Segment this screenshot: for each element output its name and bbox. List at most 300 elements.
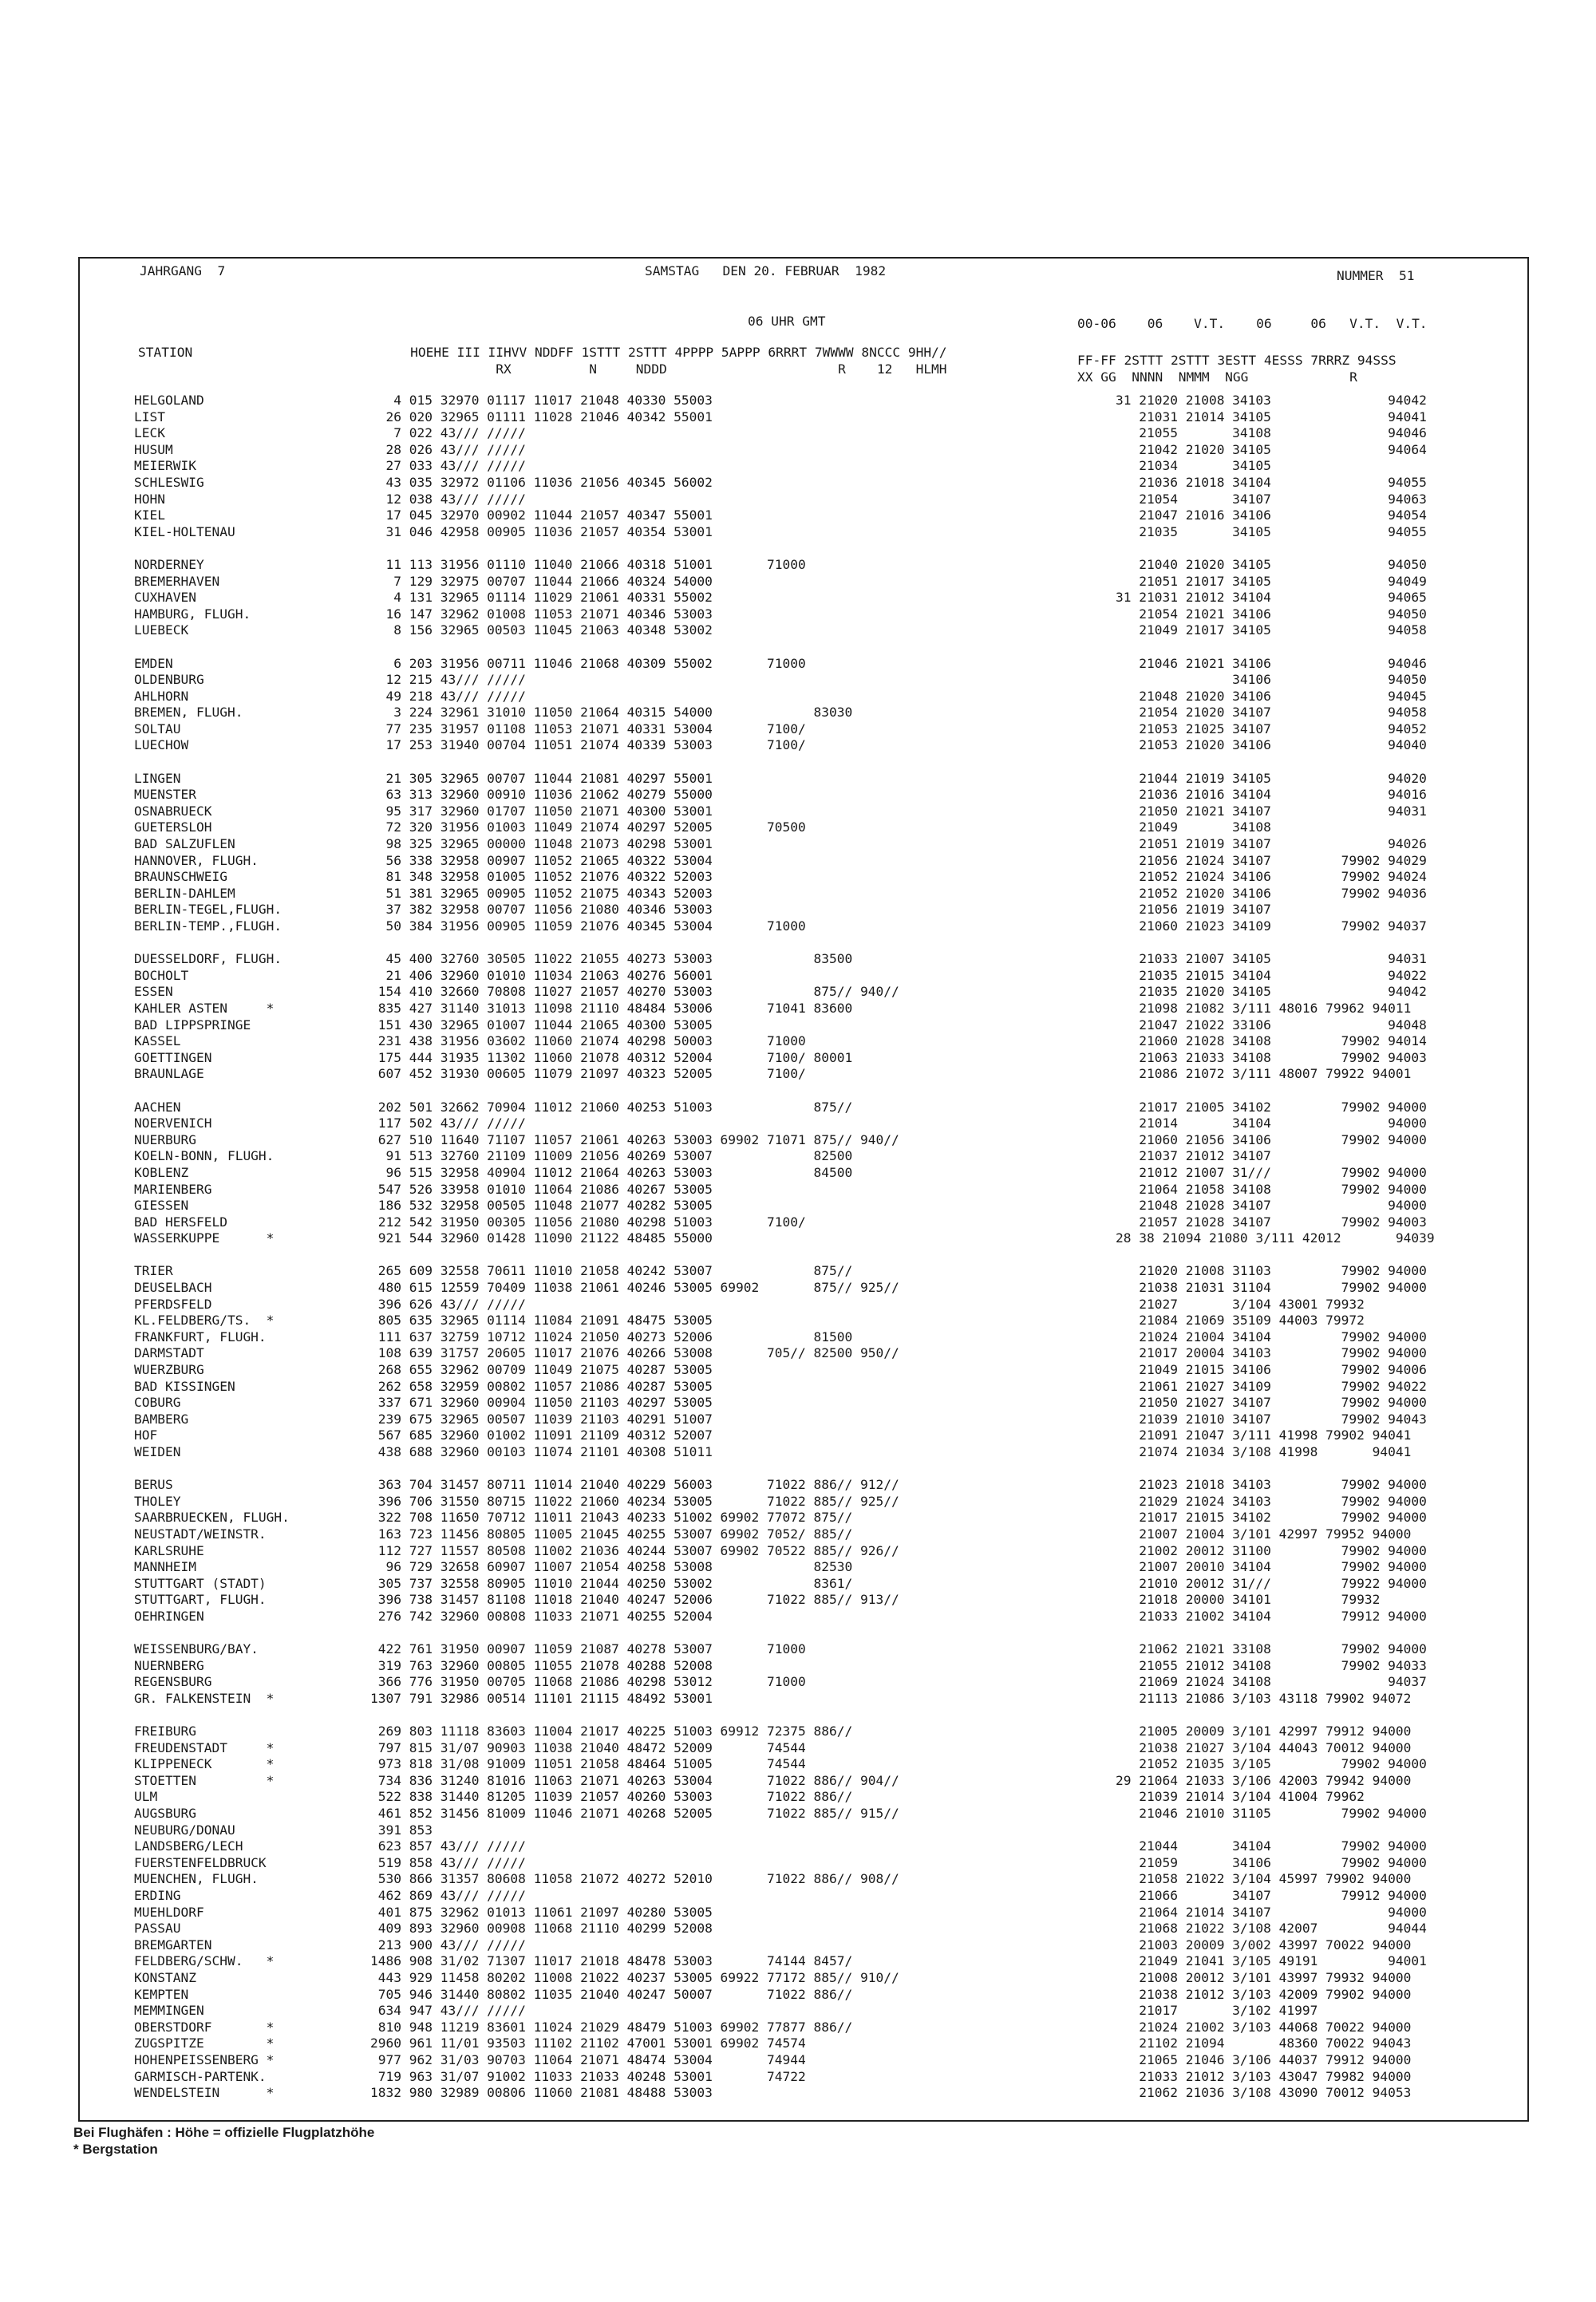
extreme-values: 21048 21028 34107 94000 xyxy=(1116,1198,1427,1214)
station-name: ZUGSPITZE * xyxy=(134,2035,275,2051)
extreme-values: 21051 21017 34105 94049 xyxy=(1116,573,1427,589)
extreme-values: 21017 20004 34103 79902 94000 xyxy=(1116,1345,1427,1361)
group-spacer xyxy=(134,1247,290,1264)
extreme-values: 21039 21014 3/104 41004 79962 xyxy=(1116,1789,1365,1805)
station-name: MUENSTER xyxy=(134,787,196,803)
observation-values: 16 147 32962 01008 11053 21071 40346 53003 xyxy=(370,606,713,622)
station-name: ESSEN xyxy=(134,984,173,1000)
observation-values: 634 947 43/// ///// xyxy=(370,2003,526,2019)
extreme-values: 21091 21047 3/111 41998 79902 94041 xyxy=(1116,1427,1412,1443)
observation-values: 27 033 43/// ///// xyxy=(370,458,526,474)
extreme-values: 21034 34105 xyxy=(1116,458,1271,474)
extreme-values: 21039 21010 34107 79902 94043 xyxy=(1116,1411,1427,1427)
observation-values: 810 948 11219 83601 11024 21029 48479 51003 69902 77877 886// xyxy=(370,2019,853,2035)
jahrgang-label: JAHRGANG 7 xyxy=(140,263,226,278)
extreme-values: 21074 21034 3/108 41998 94041 xyxy=(1116,1444,1412,1459)
station-name: SAARBRUECKEN, FLUGH. xyxy=(134,1510,290,1526)
extreme-values: 21003 20009 3/002 43997 70022 94000 xyxy=(1116,1937,1412,1953)
station-name: MUENCHEN, FLUGH. xyxy=(134,1871,259,1887)
extreme-values: 21049 21015 34106 79902 94006 xyxy=(1116,1362,1427,1378)
observation-values: 45 400 32760 30505 11022 21055 40273 53003 83500 xyxy=(370,951,853,967)
footnote-airport-height: Bei Flughäfen : Höhe = offizielle Flugplatzhöhe xyxy=(73,2125,375,2140)
station-name: FELDBERG/SCHW. * xyxy=(134,1953,275,1969)
station-name: WASSERKUPPE * xyxy=(134,1230,275,1246)
station-name: STOETTEN * xyxy=(134,1772,275,1788)
observation-values: 268 655 32962 00709 11049 21075 40287 53005 xyxy=(370,1362,713,1378)
observation-values: 50 384 31956 00905 11059 21076 40345 53004 71000 xyxy=(370,918,806,934)
observation-values: 337 671 32960 00904 11050 21103 40297 53005 xyxy=(370,1395,713,1411)
observation-values: 835 427 31140 31013 11098 21110 48484 53006 71041 83600 xyxy=(370,1000,853,1016)
station-name: BREMGARTEN xyxy=(134,1937,212,1953)
station-name: WUERZBURG xyxy=(134,1362,204,1378)
station-name: TRIER xyxy=(134,1263,173,1279)
station-name: NUERBURG xyxy=(134,1131,196,1147)
extreme-values: 21064 21058 34108 79902 94000 xyxy=(1116,1181,1427,1197)
extreme-values: 21055 21012 34108 79902 94033 xyxy=(1116,1657,1427,1673)
station-name: MUEHLDORF xyxy=(134,1904,204,1920)
station-name: NOERVENICH xyxy=(134,1115,212,1131)
gmt-label: 06 UHR GMT xyxy=(748,314,826,329)
station-name: BERLIN-TEMP.,FLUGH. xyxy=(134,918,282,934)
station-name: BRAUNLAGE xyxy=(134,1066,204,1082)
group-spacer xyxy=(370,540,899,557)
observation-values: 6 203 31956 00711 11046 21068 40309 55002 71000 xyxy=(370,655,806,671)
station-name: HOF xyxy=(134,1427,158,1443)
extreme-values: 31 21020 21008 34103 94042 xyxy=(1116,393,1427,408)
observation-values: 213 900 43/// ///// xyxy=(370,1937,526,1953)
station-name: KOBLENZ xyxy=(134,1164,189,1180)
extreme-values: 21024 21004 34104 79902 94000 xyxy=(1116,1329,1427,1344)
observation-values: 151 430 32965 01007 11044 21065 40300 53005 xyxy=(370,1017,713,1033)
extreme-values: 21102 21094 48360 70022 94043 xyxy=(1116,2035,1412,2051)
observation-values: 462 869 43/// ///// xyxy=(370,1888,526,1904)
group-spacer xyxy=(1116,935,1435,952)
extreme-values: 21024 21002 3/103 44068 70022 94000 xyxy=(1116,2019,1412,2035)
station-name: BAMBERG xyxy=(134,1411,189,1427)
extreme-values: 21037 21012 34107 xyxy=(1116,1148,1271,1164)
observation-values: 391 853 xyxy=(370,1822,433,1838)
observation-values: 973 818 31/08 91009 11051 21058 48464 51005 74544 xyxy=(370,1756,806,1772)
observation-values: 117 502 43/// ///// xyxy=(370,1115,526,1131)
group-spacer xyxy=(134,935,290,952)
extreme-values: 21068 21022 3/108 42007 94044 xyxy=(1116,1921,1427,1937)
observation-values: 17 253 31940 00704 11051 21074 40339 53003 7100/ xyxy=(370,737,806,753)
observation-values: 977 962 31/03 90703 11064 21071 48474 53004 74944 xyxy=(370,2051,806,2067)
station-name: KOELN-BONN, FLUGH. xyxy=(134,1148,275,1164)
station-name: OEHRINGEN xyxy=(134,1608,204,1624)
station-name: BRAUNSCHWEIG xyxy=(134,869,227,885)
left-column-subheader: RX N NDDD R 12 HLMH xyxy=(138,361,947,377)
extreme-values: 21007 20010 34104 79902 94000 xyxy=(1116,1559,1427,1575)
group-spacer xyxy=(370,1625,899,1642)
extreme-values: 21053 21020 34106 94040 xyxy=(1116,737,1427,753)
extreme-values: 21084 21069 35109 44003 79972 xyxy=(1116,1313,1365,1329)
station-name: KEMPTEN xyxy=(134,1986,189,2002)
observation-values: 77 235 31957 01108 11053 21071 40331 53004 7100/ xyxy=(370,721,806,736)
extreme-values: 21008 20012 3/101 43997 79932 94000 xyxy=(1116,1970,1412,1985)
group-spacer xyxy=(370,639,899,656)
extreme-values: 21086 21072 3/111 48007 79922 94001 xyxy=(1116,1066,1412,1082)
observation-values: 262 658 32959 00802 11057 21086 40287 53005 xyxy=(370,1378,713,1394)
observation-values: 607 452 31930 00605 11079 21097 40323 52005 7100/ xyxy=(370,1066,806,1082)
extreme-values: 21046 21010 31105 79902 94000 xyxy=(1116,1806,1427,1822)
footnotes xyxy=(73,2124,374,2158)
extreme-values: 21060 21023 34109 79902 94037 xyxy=(1116,918,1427,934)
station-name: GUETERSLOH xyxy=(134,819,212,835)
observation-values: 163 723 11456 80805 11005 21045 40255 53007 69902 7052/ 885// xyxy=(370,1526,853,1542)
extreme-values: 34106 94050 xyxy=(1116,672,1427,688)
extreme-values: 21059 34106 79902 94000 xyxy=(1116,1854,1427,1870)
extreme-values: 21062 21021 33108 79902 94000 xyxy=(1116,1641,1427,1657)
extreme-values: 31 21031 21012 34104 94065 xyxy=(1116,590,1427,606)
observation-values: 49 218 43/// ///// xyxy=(370,688,526,704)
extreme-values: 21035 21020 34105 94042 xyxy=(1116,984,1427,1000)
extreme-values: 21098 21082 3/111 48016 79962 94011 xyxy=(1116,1000,1412,1016)
extreme-values: 21053 21025 34107 94052 xyxy=(1116,721,1427,736)
extreme-values: 21038 21012 3/103 42009 79902 94000 xyxy=(1116,1986,1412,2002)
station-name: FREIBURG xyxy=(134,1724,196,1739)
observation-values: 1307 791 32986 00514 11101 21115 48492 53001 xyxy=(370,1690,713,1706)
station-name: LUEBECK xyxy=(134,622,189,638)
station-name: BAD KISSINGEN xyxy=(134,1378,235,1394)
observation-values: 522 838 31440 81205 11039 21057 40260 53003 71022 886// xyxy=(370,1789,853,1805)
right-period-header: 00-06 06 V.T. 06 06 V.T. V.T. xyxy=(1077,316,1428,331)
observation-values: 231 438 31956 03602 11060 21074 40298 50003 71000 xyxy=(370,1033,806,1049)
station-name: NORDERNEY xyxy=(134,556,204,572)
station-column xyxy=(134,393,290,2102)
right-column-header: FF-FF 2STTT 2STTT 3ESTT 4ESSS 7RRRZ 94SSS xyxy=(1077,353,1396,368)
observation-values: 11 113 31956 01110 11040 21066 40318 51001 71000 xyxy=(370,556,806,572)
observation-values: 396 738 31457 81108 11018 21040 40247 52006 71022 885// 913// xyxy=(370,1592,899,1608)
station-name: GR. FALKENSTEIN * xyxy=(134,1690,275,1706)
observation-values: 51 381 32965 00905 11052 21075 40343 52003 xyxy=(370,885,713,901)
observation-values: 43 035 32972 01106 11036 21056 40345 56002 xyxy=(370,474,713,490)
station-name: OBERSTDORF * xyxy=(134,2019,275,2035)
observation-values: 627 510 11640 71107 11057 21061 40263 53003 69902 71071 875// 940// xyxy=(370,1131,899,1147)
extreme-values: 21050 21021 34107 94031 xyxy=(1116,803,1427,819)
group-spacer xyxy=(1116,1708,1435,1724)
station-name: KASSEL xyxy=(134,1033,181,1049)
observation-values: 734 836 31240 81016 11063 21071 40263 53004 71022 886// 904// xyxy=(370,1772,899,1788)
station-name: LINGEN xyxy=(134,770,181,786)
group-spacer xyxy=(370,1461,899,1478)
extreme-values: 21063 21033 34108 79902 94003 xyxy=(1116,1049,1427,1065)
station-name: BREMEN, FLUGH. xyxy=(134,705,243,721)
observation-values: 108 639 31757 20605 11017 21076 40266 53008 705// 82500 950// xyxy=(370,1345,899,1361)
group-spacer xyxy=(134,639,290,656)
extreme-values: 21036 21018 34104 94055 xyxy=(1116,474,1427,490)
group-spacer xyxy=(1116,1247,1435,1264)
extreme-values: 21058 21022 3/104 45997 79902 94000 xyxy=(1116,1871,1412,1887)
station-name: KAHLER ASTEN * xyxy=(134,1000,275,1016)
extreme-values: 21029 21024 34103 79902 94000 xyxy=(1116,1493,1427,1509)
station-name: STUTTGART, FLUGH. xyxy=(134,1592,267,1608)
extreme-values: 21007 21004 3/101 42997 79952 94000 xyxy=(1116,1526,1412,1542)
observation-values: 363 704 31457 80711 11014 21040 40229 56003 71022 886// 912// xyxy=(370,1477,899,1493)
extreme-values: 21054 21020 34107 94058 xyxy=(1116,705,1427,721)
station-name: GOETTINGEN xyxy=(134,1049,212,1065)
extreme-values: 21050 21027 34107 79902 94000 xyxy=(1116,1395,1427,1411)
station-name: MEMMINGEN xyxy=(134,2003,204,2019)
extreme-values: 21035 34105 94055 xyxy=(1116,523,1427,539)
footnote-mountain-station: * Bergstation xyxy=(73,2142,158,2157)
extreme-values: 21046 21021 34106 94046 xyxy=(1116,655,1427,671)
extreme-values: 21054 21021 34106 94050 xyxy=(1116,606,1427,622)
observation-values: 186 532 32958 00505 11048 21077 40282 53005 xyxy=(370,1198,713,1214)
station-name: BERUS xyxy=(134,1477,173,1493)
station-name: STUTTGART (STADT) xyxy=(134,1575,267,1591)
extreme-values: 21113 21086 3/103 43118 79902 94072 xyxy=(1116,1690,1412,1706)
station-name: BERLIN-DAHLEM xyxy=(134,885,235,901)
station-name: FRANKFURT, FLUGH. xyxy=(134,1329,267,1344)
observation-values: 56 338 32958 00907 11052 21065 40322 53004 xyxy=(370,852,713,868)
extreme-values: 21012 21007 31/// 79902 94000 xyxy=(1116,1164,1427,1180)
station-name: SCHLESWIG xyxy=(134,474,204,490)
station-name: LANDSBERG/LECH xyxy=(134,1838,243,1854)
extreme-values: 21049 34108 xyxy=(1116,819,1271,835)
extreme-values: 21048 21020 34106 94045 xyxy=(1116,688,1427,704)
group-spacer xyxy=(1116,1083,1435,1100)
extreme-values: 21061 21027 34109 79902 94022 xyxy=(1116,1378,1427,1394)
station-name: EMDEN xyxy=(134,655,173,671)
extreme-values: 21017 21005 34102 79902 94000 xyxy=(1116,1099,1427,1115)
station-name: BAD SALZUFLEN xyxy=(134,836,235,852)
group-spacer xyxy=(1116,754,1435,771)
observation-values: 112 727 11557 80508 11002 21036 40244 53007 69902 70522 885// 926// xyxy=(370,1542,899,1558)
observation-values: 4 131 32965 01114 11029 21061 40331 55002 xyxy=(370,590,713,606)
station-name: HUSUM xyxy=(134,441,173,457)
station-name: WEISSENBURG/BAY. xyxy=(134,1641,259,1657)
group-spacer xyxy=(370,1708,899,1724)
observation-values: 623 857 43/// ///// xyxy=(370,1838,526,1854)
group-spacer xyxy=(370,1083,899,1100)
extreme-values xyxy=(1116,1822,1435,1839)
extreme-values: 21060 21028 34108 79902 94014 xyxy=(1116,1033,1427,1049)
observation-values: 519 858 43/// ///// xyxy=(370,1854,526,1870)
observation-data-column xyxy=(370,393,899,2102)
extreme-values: 21056 21019 34107 xyxy=(1116,902,1271,918)
observation-values: 921 544 32960 01428 11090 21122 48485 55000 xyxy=(370,1230,713,1246)
station-name: MARIENBERG xyxy=(134,1181,212,1197)
station-name: KIEL xyxy=(134,507,165,523)
group-spacer xyxy=(134,540,290,557)
station-name: WENDELSTEIN * xyxy=(134,2085,275,2101)
station-name: KL.FELDBERG/TS. * xyxy=(134,1313,275,1329)
station-name: HOHN xyxy=(134,491,165,507)
station-name: DUESSELDORF, FLUGH. xyxy=(134,951,282,967)
observation-values: 12 215 43/// ///// xyxy=(370,672,526,688)
extreme-values: 21040 21020 34105 94050 xyxy=(1116,556,1427,572)
station-name: ULM xyxy=(134,1789,158,1805)
extreme-values: 21014 34104 94000 xyxy=(1116,1115,1427,1131)
observation-values: 91 513 32760 21109 11009 21056 40269 53007 82500 xyxy=(370,1148,853,1164)
extreme-values: 21049 21041 3/105 49191 94001 xyxy=(1116,1953,1427,1969)
extreme-values: 21017 3/102 41997 xyxy=(1116,2003,1318,2019)
station-name: MANNHEIM xyxy=(134,1559,196,1575)
observation-values: 797 815 31/07 90903 11038 21040 48472 52009 74544 xyxy=(370,1739,806,1755)
observation-values: 7 129 32975 00707 11044 21066 40324 54000 xyxy=(370,573,713,589)
observation-values: 438 688 32960 00103 11074 21101 40308 51011 xyxy=(370,1444,713,1459)
extreme-values: 21052 21024 34106 79902 94024 xyxy=(1116,869,1427,885)
observation-values: 111 637 32759 10712 11024 21050 40273 52006 81500 xyxy=(370,1329,853,1344)
extreme-values: 21033 21012 3/103 43047 79982 94000 xyxy=(1116,2068,1412,2084)
extreme-values: 21052 21020 34106 79902 94036 xyxy=(1116,885,1427,901)
observation-values: 12 038 43/// ///// xyxy=(370,491,526,507)
observation-values: 21 406 32960 01010 11034 21063 40276 56001 xyxy=(370,967,713,983)
group-spacer xyxy=(134,754,290,771)
extreme-values: 21062 21036 3/108 43090 70012 94053 xyxy=(1116,2085,1412,2101)
observation-values: 239 675 32965 00507 11039 21103 40291 51007 xyxy=(370,1411,713,1427)
extreme-values: 21036 21016 34104 94016 xyxy=(1116,787,1427,803)
station-name: AHLHORN xyxy=(134,688,189,704)
observation-values: 322 708 11650 70712 11011 21043 40233 51002 69902 77072 875// xyxy=(370,1510,853,1526)
station-name: HAMBURG, FLUGH. xyxy=(134,606,251,622)
observation-values: 72 320 31956 01003 11049 21074 40297 52005 70500 xyxy=(370,819,806,835)
observation-values: 805 635 32965 01114 11084 21091 48475 53005 xyxy=(370,1313,713,1329)
station-name: BAD HERSFELD xyxy=(134,1214,227,1230)
station-name: FUERSTENFELDBRUCK xyxy=(134,1854,267,1870)
group-spacer xyxy=(134,1083,290,1100)
observation-values: 276 742 32960 00808 11033 21071 40255 52004 xyxy=(370,1608,713,1624)
observation-values: 2960 961 11/01 93503 11102 21102 47001 53001 69902 74574 xyxy=(370,2035,806,2051)
station-name: GIESSEN xyxy=(134,1198,189,1214)
extreme-values: 21044 34104 79902 94000 xyxy=(1116,1838,1427,1854)
station-name: FREUDENSTADT * xyxy=(134,1739,275,1755)
extreme-values: 21055 34108 94046 xyxy=(1116,425,1427,441)
station-name: NEUBURG/DONAU xyxy=(134,1822,235,1838)
station-name: LUECHOW xyxy=(134,737,189,753)
observation-values: 96 729 32658 60907 11007 21054 40258 53008 82530 xyxy=(370,1559,853,1575)
extreme-values: 21064 21014 34107 94000 xyxy=(1116,1904,1427,1920)
observation-values: 96 515 32958 40904 11012 21064 40263 53003 84500 xyxy=(370,1164,853,1180)
observation-values: 401 875 32962 01013 11061 21097 40280 53005 xyxy=(370,1904,713,1920)
extreme-values: 21057 21028 34107 79902 94003 xyxy=(1116,1214,1427,1230)
station-name: NEUSTADT/WEINSTR. xyxy=(134,1526,267,1542)
observation-values: 37 382 32958 00707 11056 21080 40346 53003 xyxy=(370,902,713,918)
observation-values: 719 963 31/07 91002 11033 21033 40248 53001 74722 xyxy=(370,2068,806,2084)
group-spacer xyxy=(370,754,899,771)
extreme-values: 21056 21024 34107 79902 94029 xyxy=(1116,852,1427,868)
observation-values: 98 325 32965 00000 11048 21073 40298 53001 xyxy=(370,836,713,852)
observation-values: 26 020 32965 01111 11028 21046 40342 55001 xyxy=(370,409,713,424)
station-name: BREMERHAVEN xyxy=(134,573,220,589)
station-name: AUGSBURG xyxy=(134,1806,196,1822)
station-name: REGENSBURG xyxy=(134,1674,212,1690)
right-column-subheader: XX GG NNNN NMMM NGG R xyxy=(1077,369,1357,385)
extreme-values: 21027 3/104 43001 79932 xyxy=(1116,1296,1365,1312)
observation-values: 443 929 11458 80202 11008 21022 40237 53005 69922 77172 885// 910// xyxy=(370,1970,899,1985)
station-name: GARMISCH-PARTENK. xyxy=(134,2068,267,2084)
observation-values: 319 763 32960 00805 11055 21078 40288 52008 xyxy=(370,1657,713,1673)
observation-values: 4 015 32970 01117 11017 21048 40330 55003 xyxy=(370,393,713,408)
extreme-values: 21020 21008 31103 79902 94000 xyxy=(1116,1263,1427,1279)
group-spacer xyxy=(134,1625,290,1642)
station-name: KIEL-HOLTENAU xyxy=(134,523,235,539)
group-spacer xyxy=(370,935,899,952)
extreme-values: 21042 21020 34105 94064 xyxy=(1116,441,1427,457)
group-spacer xyxy=(1116,1461,1435,1478)
station-name: CUXHAVEN xyxy=(134,590,196,606)
extreme-values: 21035 21015 34104 94022 xyxy=(1116,967,1427,983)
extreme-values: 21031 21014 34105 94041 xyxy=(1116,409,1427,424)
extreme-values: 21066 34107 79912 94000 xyxy=(1116,1888,1427,1904)
station-name: PASSAU xyxy=(134,1921,181,1937)
extreme-values: 21069 21024 34108 94037 xyxy=(1116,1674,1427,1690)
extreme-values: 21033 21002 34104 79912 94000 xyxy=(1116,1608,1427,1624)
station-name: KONSTANZ xyxy=(134,1970,196,1985)
observation-values: 409 893 32960 00908 11068 21110 40299 52008 xyxy=(370,1921,713,1937)
observation-values: 8 156 32965 00503 11045 21063 40348 53002 xyxy=(370,622,713,638)
station-name: MEIERWIK xyxy=(134,458,196,474)
station-name: HANNOVER, FLUGH. xyxy=(134,852,259,868)
observation-values: 396 706 31550 80715 11022 21060 40234 53005 71022 885// 925// xyxy=(370,1493,899,1509)
station-name: ERDING xyxy=(134,1888,181,1904)
extreme-values: 21051 21019 34107 94026 xyxy=(1116,836,1427,852)
observation-values: 396 626 43/// ///// xyxy=(370,1296,526,1312)
observation-values: 63 313 32960 00910 11036 21062 40279 55000 xyxy=(370,787,713,803)
issue-number: NUMMER 51 xyxy=(1337,268,1415,283)
station-name: NUERNBERG xyxy=(134,1657,204,1673)
extreme-values: 21038 21031 31104 79902 94000 xyxy=(1116,1280,1427,1296)
observation-values: 422 761 31950 00907 11059 21087 40278 53007 71000 xyxy=(370,1641,806,1657)
extreme-values: 28 38 21094 21080 3/111 42012 94039 xyxy=(1116,1230,1435,1246)
extreme-values: 21049 21017 34105 94058 xyxy=(1116,622,1427,638)
extreme-values: 21033 21007 34105 94031 xyxy=(1116,951,1427,967)
station-name: LIST xyxy=(134,409,165,424)
observation-values: 175 444 31935 11302 11060 21078 40312 52004 7100/ 80001 xyxy=(370,1049,853,1065)
group-spacer xyxy=(134,1708,290,1724)
extreme-values: 21065 21046 3/106 44037 79912 94000 xyxy=(1116,2051,1412,2067)
group-spacer xyxy=(1116,1625,1435,1642)
observation-values: 31 046 42958 00905 11036 21057 40354 53001 xyxy=(370,523,713,539)
observation-values: 154 410 32660 70808 11027 21057 40270 53003 875// 940// xyxy=(370,984,899,1000)
group-spacer xyxy=(1116,639,1435,656)
station-name: DARMSTADT xyxy=(134,1345,204,1361)
observation-values: 480 615 12559 70409 11038 21061 40246 53005 69902 875// 925// xyxy=(370,1280,899,1296)
extreme-values: 21017 21015 34102 79902 94000 xyxy=(1116,1510,1427,1526)
station-name: WEIDEN xyxy=(134,1444,181,1459)
extreme-values: 21010 20012 31/// 79922 94000 xyxy=(1116,1575,1427,1591)
station-name: SOLTAU xyxy=(134,721,181,736)
observation-values: 461 852 31456 81009 11046 21071 40268 52005 71022 885// 915// xyxy=(370,1806,899,1822)
extreme-values: 21047 21016 34106 94054 xyxy=(1116,507,1427,523)
group-spacer xyxy=(1116,540,1435,557)
extreme-values: 21038 21027 3/104 44043 70012 94000 xyxy=(1116,1739,1412,1755)
extreme-values: 21002 20012 31100 79902 94000 xyxy=(1116,1542,1427,1558)
observation-values: 530 866 31357 80608 11058 21072 40272 52010 71022 886// 908// xyxy=(370,1871,899,1887)
extreme-values: 21023 21018 34103 79902 94000 xyxy=(1116,1477,1427,1493)
extremes-column xyxy=(1116,393,1435,2102)
observation-values: 269 803 11118 83603 11004 21017 40225 51003 69912 72375 886// xyxy=(370,1724,853,1739)
station-name: LECK xyxy=(134,425,165,441)
extreme-values: 21052 21035 3/105 79902 94000 xyxy=(1116,1756,1427,1772)
station-name: KLIPPENECK * xyxy=(134,1756,275,1772)
extreme-values: 21005 20009 3/101 42997 79912 94000 xyxy=(1116,1724,1412,1739)
station-name: PFERDSFELD xyxy=(134,1296,212,1312)
station-name: COBURG xyxy=(134,1395,181,1411)
group-spacer xyxy=(370,1247,899,1264)
station-name: THOLEY xyxy=(134,1493,181,1509)
observation-values: 705 946 31440 80802 11035 21040 40247 50007 71022 886// xyxy=(370,1986,853,2002)
observation-values: 202 501 32662 70904 11012 21060 40253 51003 875// xyxy=(370,1099,853,1115)
station-name: DEUSELBACH xyxy=(134,1280,212,1296)
station-name: OSNABRUECK xyxy=(134,803,212,819)
extreme-values: 21060 21056 34106 79902 94000 xyxy=(1116,1131,1427,1147)
extreme-values: 29 21064 21033 3/106 42003 79942 94000 xyxy=(1116,1772,1412,1788)
observation-values: 7 022 43/// ///// xyxy=(370,425,526,441)
station-name: OLDENBURG xyxy=(134,672,204,688)
station-name: BERLIN-TEGEL,FLUGH. xyxy=(134,902,282,918)
